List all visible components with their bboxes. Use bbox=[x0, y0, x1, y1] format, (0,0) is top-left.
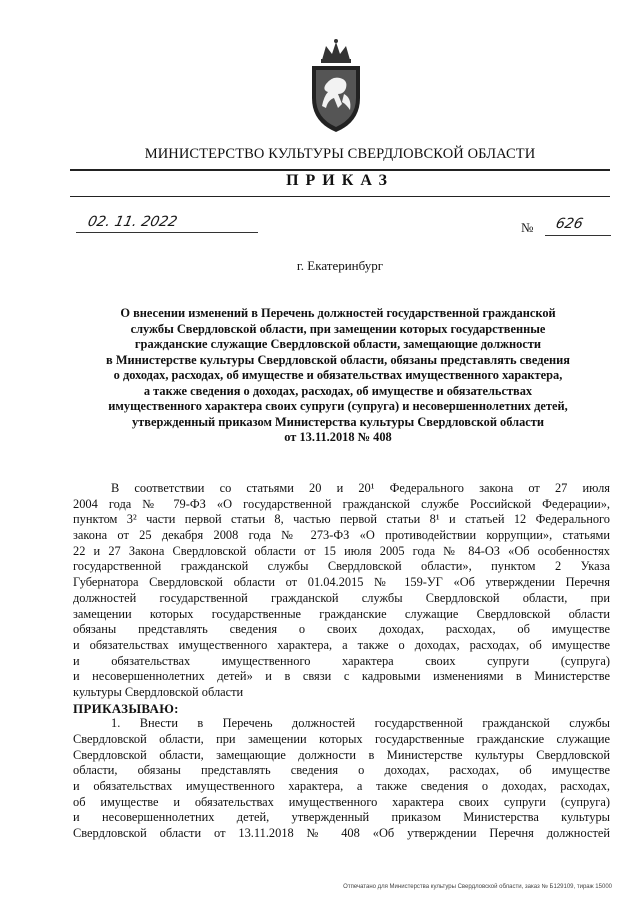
date-underline bbox=[76, 232, 258, 233]
body-line: Губернатора Свердловской области от 01.04.2015 № 159-УГ «Об утверждении Перечня bbox=[73, 575, 610, 590]
order-date: 02. 11. 2022 bbox=[86, 214, 179, 230]
number-underline bbox=[545, 235, 611, 236]
body-line: пунктом 3² части первой статьи 8, частью первой статьи 8¹ и статьей 12 Федерального bbox=[73, 512, 610, 527]
item-line: об имуществе и обязательствах имущественного характера своих супруги (супруга) bbox=[73, 794, 610, 809]
subject-line: о доходах, расходах, об имуществе и обязательствах имущественного характера, bbox=[113, 368, 563, 382]
item-line: и обязательствах имущественного характера, а также сведения о доходах, расходах, bbox=[73, 779, 610, 794]
coat-of-arms-icon bbox=[304, 38, 368, 134]
body-line: 2004 года № 79-ФЗ «О государственной гражданской службе Российской Федерации», bbox=[73, 496, 610, 511]
order-body bbox=[73, 481, 610, 842]
order-subject bbox=[64, 306, 612, 446]
item-line: области, обязаны представлять сведения о доходах, расходах, об имуществе bbox=[73, 763, 610, 778]
body-line: обязаны представлять сведения о своих доходах, расходах, об имуществе bbox=[73, 622, 610, 637]
body-line: и несовершеннолетних детей» и в связи с кадровыми изменениями в Министерстве bbox=[73, 669, 610, 684]
body-line: 22 и 27 Закона Свердловской области от 15 июля 2005 года № 84-ОЗ «Об особенностях bbox=[73, 543, 610, 558]
body-line: и обязательствах имущественного характера своих супруги (супруга) bbox=[73, 653, 610, 668]
item-line: Свердловской области от 13.11.2018 № 408 «Об утверждении Перечня должностей bbox=[73, 826, 610, 841]
subject-line: службы Свердловской области, при замещении которых государственные bbox=[130, 321, 546, 336]
body-line: должностей государственной гражданской службы Свердловской области, при bbox=[73, 590, 610, 605]
subject-line: в Министерстве культуры Свердловской области, обязаны представлять сведения bbox=[106, 352, 570, 367]
body-line: замещении которых государственные гражданские служащие Свердловской области bbox=[73, 606, 610, 621]
order-number: 626 bbox=[554, 216, 585, 232]
number-label: № bbox=[521, 220, 534, 235]
body-line: культуры Свердловской области bbox=[73, 684, 244, 699]
item-line: Свердловской области, при замещении которых государственные гражданские служащие bbox=[73, 732, 610, 746]
ministry-name: МИНИСТЕРСТВО КУЛЬТУРЫ СВЕРДЛОВСКОЙ ОБЛАСТИ bbox=[144, 146, 536, 162]
subject-line: а также сведения о доходах, расходах, об имуществе и обязательствах bbox=[143, 383, 533, 398]
header-divider-thin bbox=[70, 196, 610, 197]
subject-line: от 13.11.2018 № 408 bbox=[284, 430, 392, 444]
header-divider bbox=[70, 169, 610, 171]
body-line: и обязательствах имущественного характера, а также о доходах, расходах, об имуществе bbox=[73, 637, 610, 652]
subject-line: имущественного характера своих супруги (супруга) и несовершеннолетних детей, bbox=[108, 399, 568, 413]
subject-line: гражданские служащие Свердловской области, замещающие должности bbox=[134, 337, 542, 351]
body-line: В соответствии со статьями 20 и 20¹ Федерального закона от 27 июля bbox=[111, 481, 610, 495]
print-footer: Отпечатано для Министерства культуры Свердловской области, заказ № Б129109, тираж 15000 bbox=[343, 884, 612, 890]
body-line: закона от 25 декабря 2008 года № 273-ФЗ «О противодействии коррупции», статьями bbox=[73, 528, 610, 543]
document-type-title: ПРИКАЗ bbox=[286, 172, 394, 189]
body-line: государственной гражданской службы Свердловской области», пунктом 2 Указа bbox=[73, 559, 610, 574]
item-line: и несовершеннолетних детей, утвержденный приказом Министерства культуры bbox=[73, 810, 610, 825]
directive-label: ПРИКАЗЫВАЮ: bbox=[73, 700, 179, 716]
subject-line: утвержденный приказом Министерства культуры Свердловской области bbox=[131, 414, 545, 429]
city: г. Екатеринбург bbox=[296, 258, 384, 273]
subject-line: О внесении изменений в Перечень должностей государственной гражданской bbox=[120, 306, 556, 320]
item-line: Свердловской области, замещающие должности в Министерстве культуры Свердловской bbox=[73, 747, 610, 762]
item-line: 1. Внести в Перечень должностей государственной гражданской службы bbox=[111, 716, 610, 731]
